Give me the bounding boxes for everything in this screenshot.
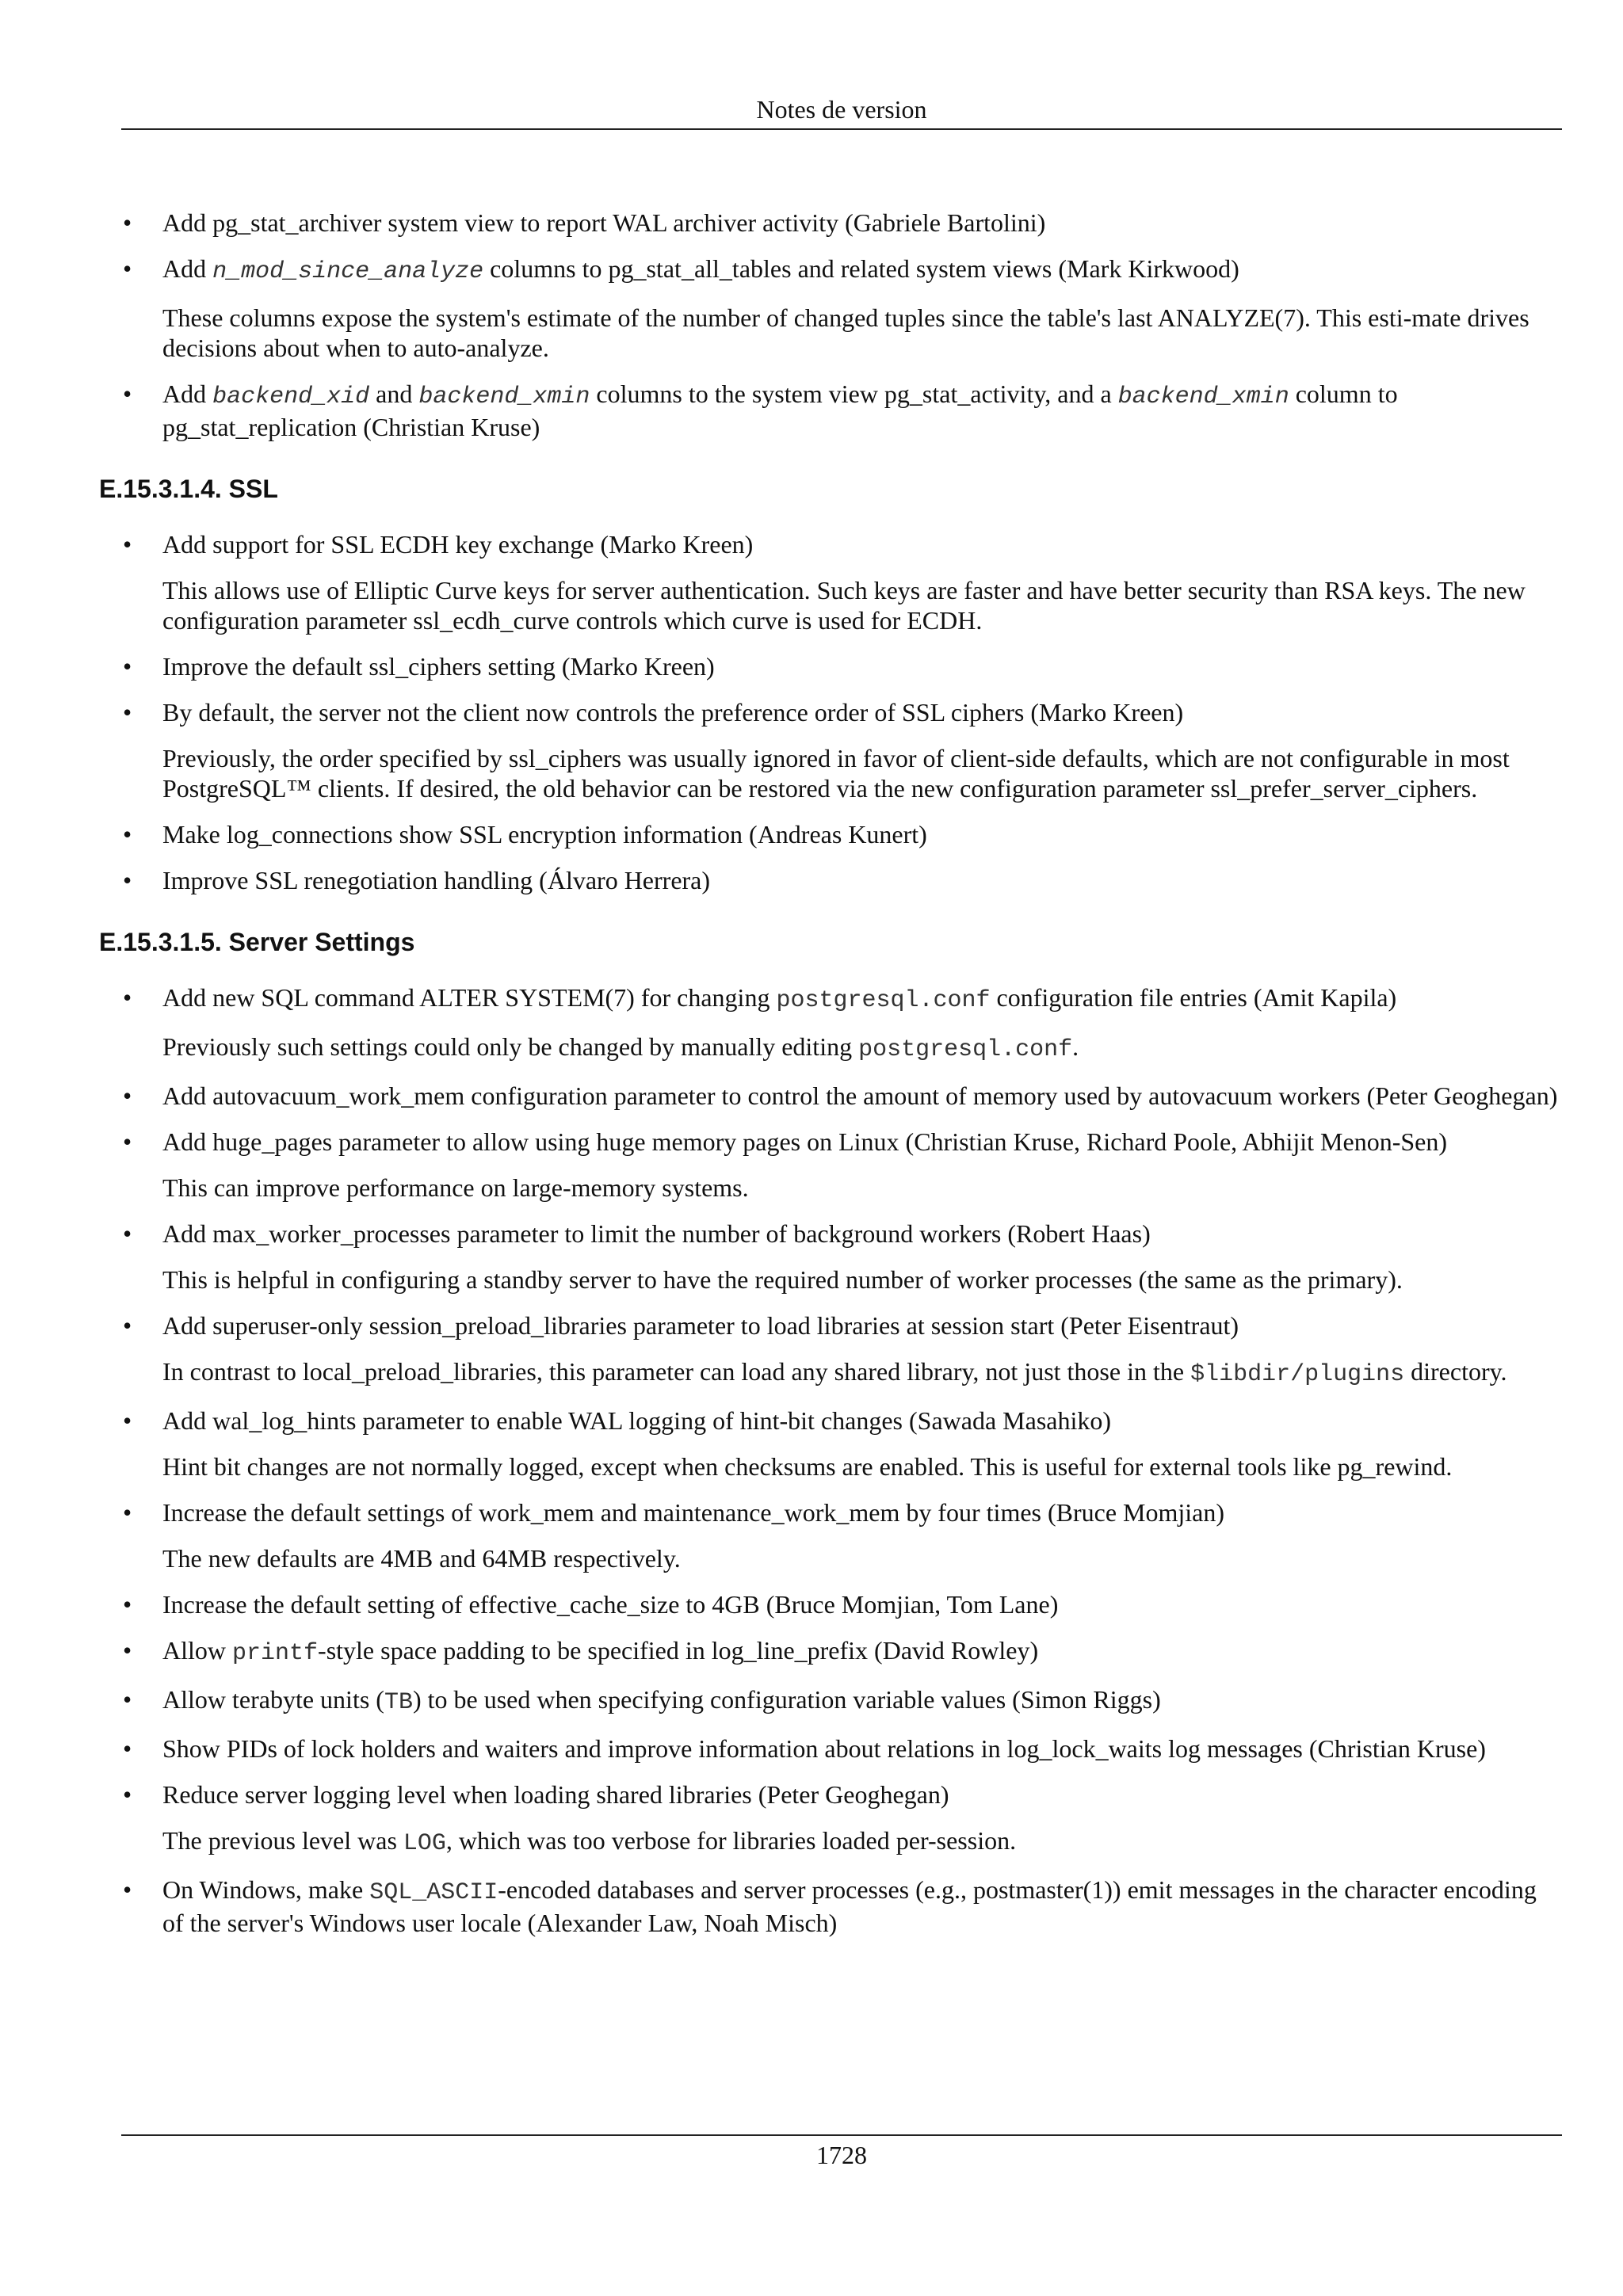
item-text: • Add pg_stat_archiver system view to report WAL archiver activity (Gabriele Bartolini) bbox=[162, 208, 1046, 237]
inline-code: LOG bbox=[403, 1830, 446, 1857]
item-note: Previously such settings could only be changed by manually editing postgresql.conf. bbox=[162, 1032, 1079, 1063]
list-item bbox=[121, 254, 1564, 363]
list-item bbox=[121, 1310, 1564, 1390]
item-text: • Show PIDs of lock holders and waiters and improve information about relations in log_lock_waits log messages (Christian Kruse) bbox=[162, 1734, 1486, 1763]
item-text: • Add backend_xid and backend_xmin columns to the system view pg_stat_activity, and a backend_xmin column to pg_stat_replication (Christian Kruse) bbox=[162, 379, 1398, 441]
inline-code: backend_xmin bbox=[1117, 383, 1289, 410]
item-text: • Improve the default ssl_ciphers setting (Marko Kreen) bbox=[162, 652, 715, 681]
list-item bbox=[121, 529, 1564, 635]
item-text: • Allow terabyte units (TB) to be used when specifying configuration variable values (Simon Riggs) bbox=[162, 1685, 1161, 1716]
list-item bbox=[121, 1081, 1564, 1111]
item-text: • Add max_worker_processes parameter to limit the number of background workers (Robert Haas) bbox=[162, 1219, 1151, 1248]
item-note: This allows use of Elliptic Curve keys for server authentication. Such keys are faster and have better security than RSA keys. The new configuration parameter ssl_ecdh_curve controls which curve is used for ECDH. bbox=[162, 576, 1526, 635]
list-item bbox=[121, 1589, 1564, 1619]
item-text: • Add wal_log_hints parameter to enable WAL logging of hint-bit changes (Sawada Masahiko) bbox=[162, 1406, 1112, 1435]
inline-code: backend_xmin bbox=[418, 383, 590, 410]
list-item bbox=[121, 697, 1564, 803]
item-text: • Make log_connections show SSL encryption information (Andreas Kunert) bbox=[162, 820, 927, 849]
list-item bbox=[121, 1733, 1564, 1764]
page-content bbox=[99, 208, 1564, 1954]
running-header: Notes de version bbox=[756, 95, 927, 124]
item-note: Previously, the order specified by ssl_ciphers was usually ignored in favor of client-side defaults, which are not configurable in most PostgreSQL™ clients. If desired, the old behavior can be restored via the new configuration parameter ssl_prefer_server_ciphers. bbox=[162, 744, 1510, 803]
item-text: • On Windows, make SQL_ASCII-encoded databases and server processes (e.g., postmaster(1)) emit messages in the character encoding of the server's Windows user locale (Alexander Law, Noah Misch) bbox=[162, 1875, 1537, 1937]
inline-code: postgresql.conf bbox=[858, 1036, 1073, 1063]
inline-code: SQL_ASCII bbox=[369, 1879, 498, 1906]
list-item bbox=[121, 208, 1564, 238]
list-item bbox=[121, 1497, 1564, 1573]
section-heading-ssl: E.15.3.1.4. SSL bbox=[99, 475, 278, 503]
item-note: Hint bit changes are not normally logged, except when checksums are enabled. This is useful for external tools like pg_rewind. bbox=[162, 1452, 1453, 1481]
item-text: • Add autovacuum_work_mem configuration parameter to control the amount of memory used by autovacuum workers (Peter Geoghegan) bbox=[162, 1081, 1558, 1110]
item-note: This can improve performance on large-memory systems. bbox=[162, 1173, 749, 1202]
item-text: • Increase the default setting of effective_cache_size to 4GB (Bruce Momjian, Tom Lane) bbox=[162, 1590, 1059, 1619]
item-text: • Add huge_pages parameter to allow using huge memory pages on Linux (Christian Kruse, Richard Poole, Abhijit Menon-Sen) bbox=[162, 1127, 1448, 1156]
item-text: • Allow printf-style space padding to be specified in log_line_prefix (David Rowley) bbox=[162, 1636, 1039, 1667]
list-item bbox=[121, 1405, 1564, 1482]
list-item bbox=[121, 982, 1564, 1065]
release-notes-list bbox=[121, 208, 1564, 442]
section-heading-server-settings: E.15.3.1.5. Server Settings bbox=[99, 928, 415, 956]
item-text: • Reduce server logging level when loading shared libraries (Peter Geoghegan) bbox=[162, 1780, 949, 1809]
list-item bbox=[121, 1127, 1564, 1203]
item-text: • Add support for SSL ECDH key exchange (Marko Kreen) bbox=[162, 530, 754, 559]
item-text: • Increase the default settings of work_mem and maintenance_work_mem by four times (Bruce Momjian) bbox=[162, 1498, 1225, 1527]
inline-code: postgresql.conf bbox=[776, 987, 991, 1014]
item-note: This is helpful in configuring a standby server to have the required number of worker processes (the same as the primary). bbox=[162, 1265, 1403, 1294]
inline-code: TB bbox=[384, 1689, 413, 1716]
list-item bbox=[121, 1779, 1564, 1859]
inline-code: $libdir/plugins bbox=[1190, 1361, 1405, 1388]
item-text: • Add new SQL command ALTER SYSTEM(7) for changing postgresql.conf configuration file entries (Amit Kapila) bbox=[162, 983, 1397, 1014]
list-item bbox=[121, 1635, 1564, 1669]
item-text: • By default, the server not the client now controls the preference order of SSL ciphers (Marko Kreen) bbox=[162, 698, 1184, 727]
item-text: • Add n_mod_since_analyze columns to pg_stat_all_tables and related system views (Mark Kirkwood) bbox=[162, 254, 1239, 285]
item-note: In contrast to local_preload_libraries, this parameter can load any shared library, not just those in the $libdir/plugins directory. bbox=[162, 1357, 1507, 1388]
page-number: 1728 bbox=[816, 2141, 867, 2169]
item-text: • Improve SSL renegotiation handling (Álvaro Herrera) bbox=[162, 866, 711, 894]
item-text: • Add superuser-only session_preload_libraries parameter to load libraries at session start (Peter Eisentraut) bbox=[162, 1311, 1239, 1340]
list-item bbox=[121, 1219, 1564, 1295]
footer-rule bbox=[121, 2134, 1562, 2136]
ssl-list bbox=[121, 529, 1564, 895]
list-item bbox=[121, 1875, 1564, 1938]
list-item bbox=[121, 651, 1564, 681]
list-item bbox=[121, 865, 1564, 895]
inline-code: printf bbox=[232, 1640, 319, 1667]
item-note: The previous level was LOG, which was too verbose for libraries loaded per-session. bbox=[162, 1826, 1017, 1857]
server-settings-list bbox=[121, 982, 1564, 1938]
list-item bbox=[121, 379, 1564, 442]
header-rule bbox=[121, 128, 1562, 130]
inline-code: backend_xid bbox=[212, 383, 370, 410]
list-item bbox=[121, 1684, 1564, 1718]
list-item bbox=[121, 819, 1564, 849]
item-note: The new defaults are 4MB and 64MB respectively. bbox=[162, 1544, 681, 1573]
item-note: These columns expose the system's estimate of the number of changed tuples since the table's last ANALYZE(7). This esti-mate drives decisions about when to auto-analyze. bbox=[162, 303, 1529, 362]
inline-code: n_mod_since_analyze bbox=[212, 258, 484, 285]
